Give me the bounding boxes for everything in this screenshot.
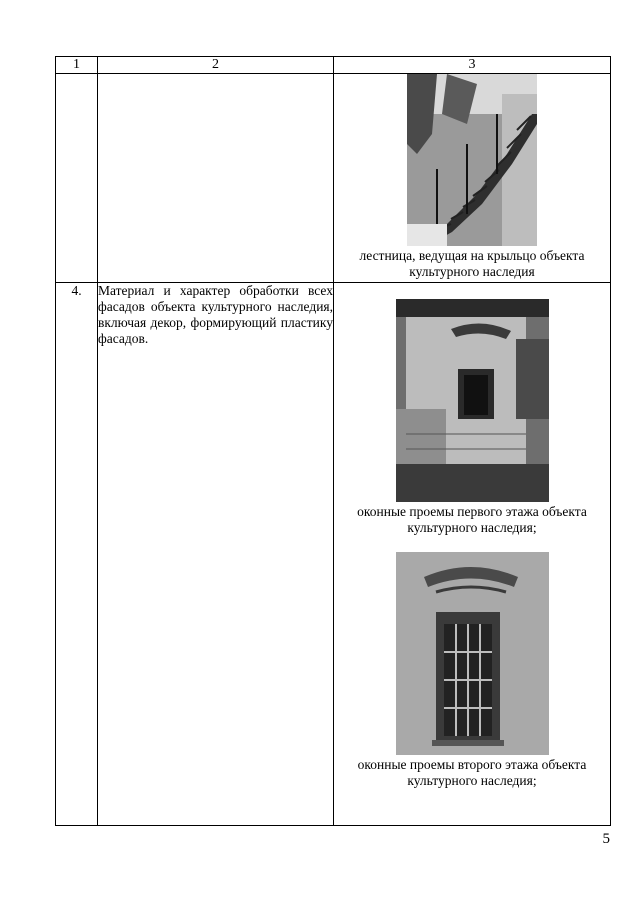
image-caption: оконные проемы первого этажа объекта культурного наследия; — [357, 504, 587, 535]
row-images-cell — [334, 74, 611, 283]
table-row — [56, 283, 611, 826]
row-description — [98, 74, 334, 283]
second-floor-window-photo — [396, 552, 549, 755]
ground-floor-window-photo — [396, 299, 549, 502]
table-header-row — [56, 57, 611, 74]
column-header-3: 3 — [334, 57, 611, 74]
table-row — [56, 74, 611, 283]
row-number: 4. — [56, 283, 98, 826]
staircase-photo — [407, 74, 537, 246]
page-number: 5 — [602, 831, 610, 847]
image-caption: оконные проемы второго этажа объекта культурного наследия; — [357, 757, 587, 788]
image-caption: лестница, ведущая на крыльцо объекта культурного наследия — [359, 248, 585, 279]
column-header-2: 2 — [98, 57, 334, 74]
column-header-1: 1 — [56, 57, 98, 74]
row-description: Материал и характер обработки всех фасадов объекта культурного наследия, включая декор, формирующий пластику фасадов. — [98, 283, 334, 826]
row-images-cell — [334, 283, 611, 826]
row-number — [56, 74, 98, 283]
heritage-table — [55, 56, 611, 826]
